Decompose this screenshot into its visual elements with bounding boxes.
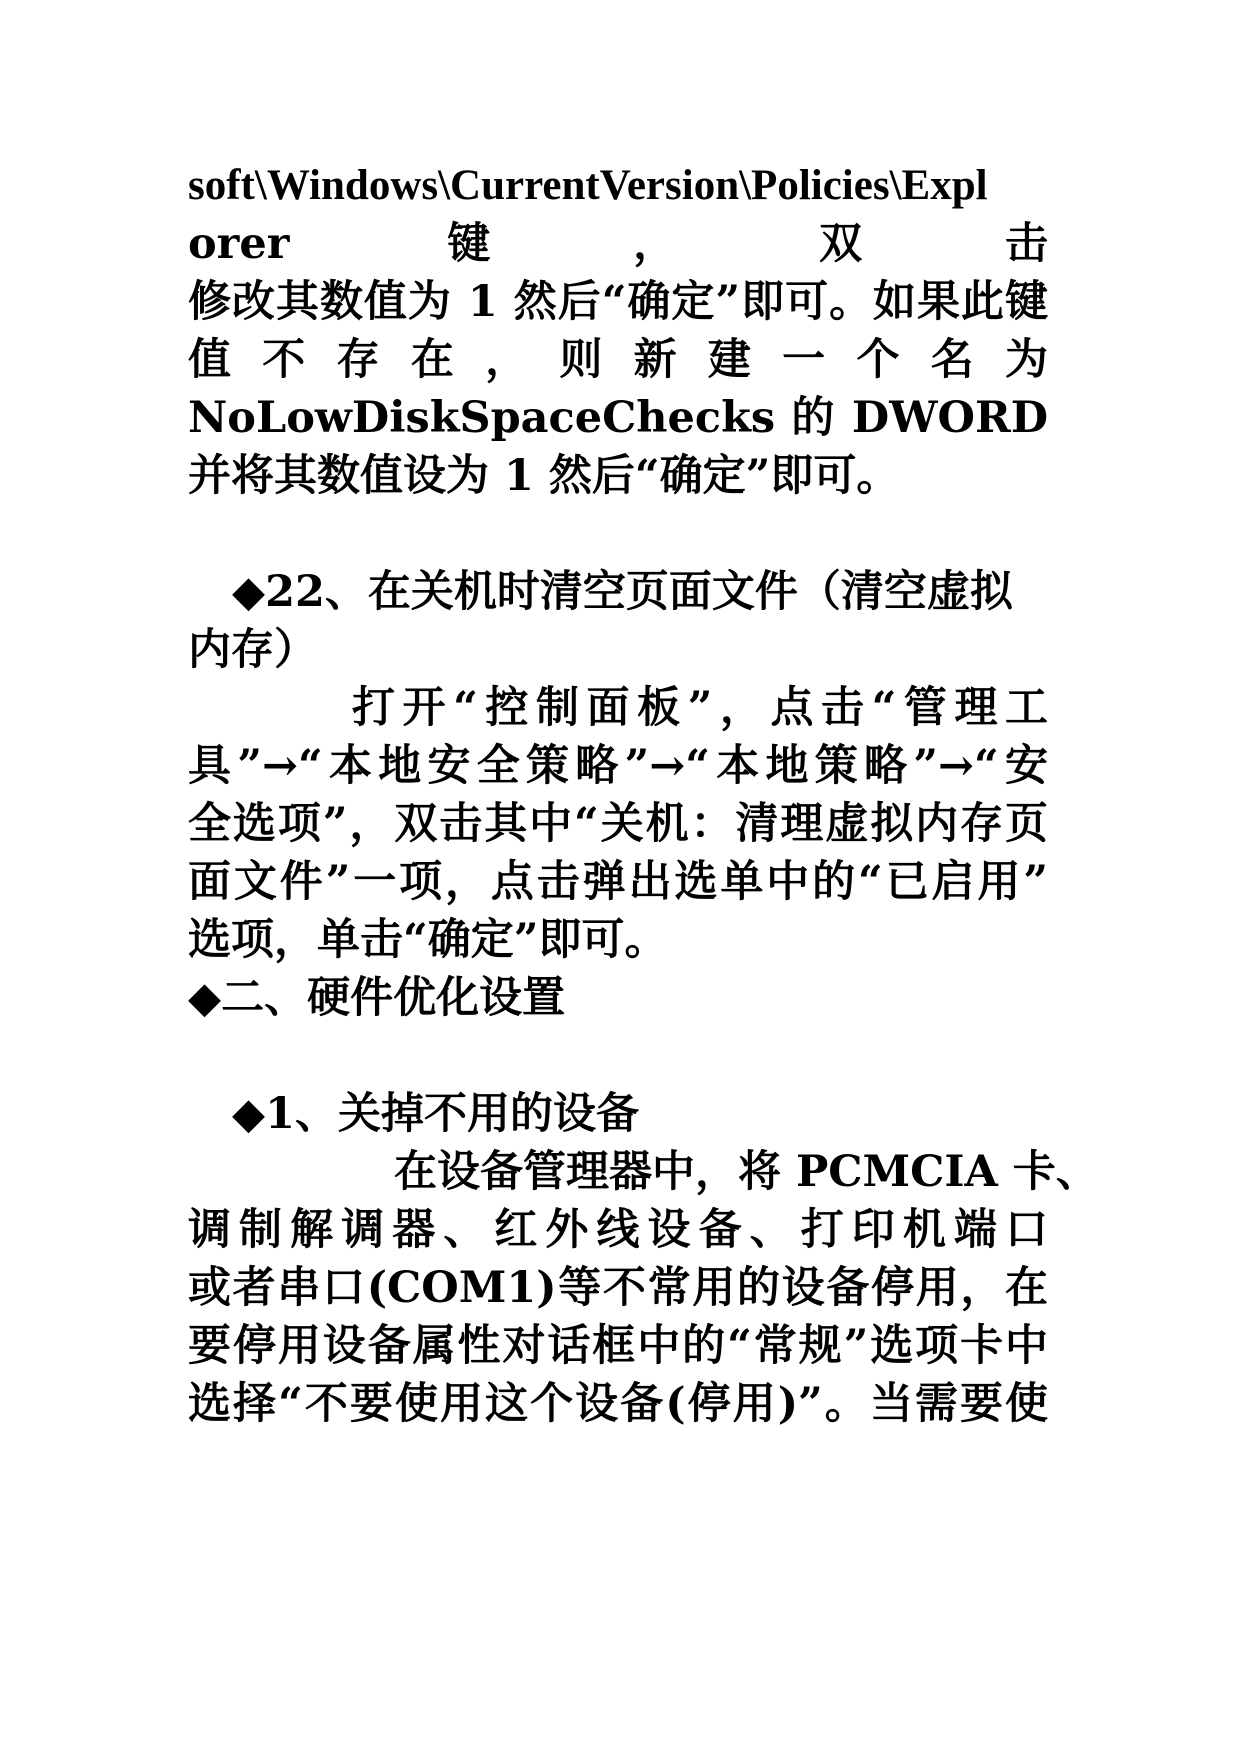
- text-line: 选项，单击“确定”即可。: [188, 915, 668, 965]
- text-line: 在设备管理器中，将 PCMCIA 卡、: [394, 1147, 1099, 1197]
- text-line: NoLowDiskSpaceChecks 的 DWORD: [188, 393, 1048, 443]
- text-line: 面文件”一项，点击弹出选单中的“已启用”: [188, 857, 1048, 907]
- text-line: orer 键，双击: [188, 219, 1048, 269]
- text-line: 具”→“本地安全策略”→“本地策略”→“安: [188, 741, 1048, 791]
- text-line: 全选项”，双击其中“关机：清理虚拟内存页: [188, 799, 1048, 849]
- text-line: 打开“控制面板”，点击“管理工: [352, 683, 1048, 733]
- section-heading: ◆22、在关机时清空页面文件（清空虚拟: [232, 567, 1013, 617]
- text-line: 调制解调器、红外线设备、打印机端口: [188, 1205, 1048, 1255]
- text-line: 修改其数值为 1 然后“确定”即可。如果此键: [188, 277, 1048, 327]
- text-line: soft\Windows\CurrentVersion\Policies\Expl: [188, 162, 988, 209]
- section-heading-continued: 内存）: [188, 625, 317, 675]
- text-line: 要停用设备属性对话框中的“常规”选项卡中: [188, 1321, 1048, 1371]
- text-line: 或者串口(COM1)等不常用的设备停用，在: [188, 1263, 1048, 1313]
- section-heading: ◆1、关掉不用的设备: [232, 1089, 639, 1139]
- text-line: 值 不 存 在 ， 则 新 建 一 个 名 为: [188, 335, 1048, 385]
- text-line: 并将其数值设为 1 然后“确定”即可。: [188, 451, 900, 501]
- section-heading: ◆二、硬件优化设置: [188, 973, 566, 1023]
- text-line: 选择“不要使用这个设备(停用)”。当需要使: [188, 1379, 1048, 1429]
